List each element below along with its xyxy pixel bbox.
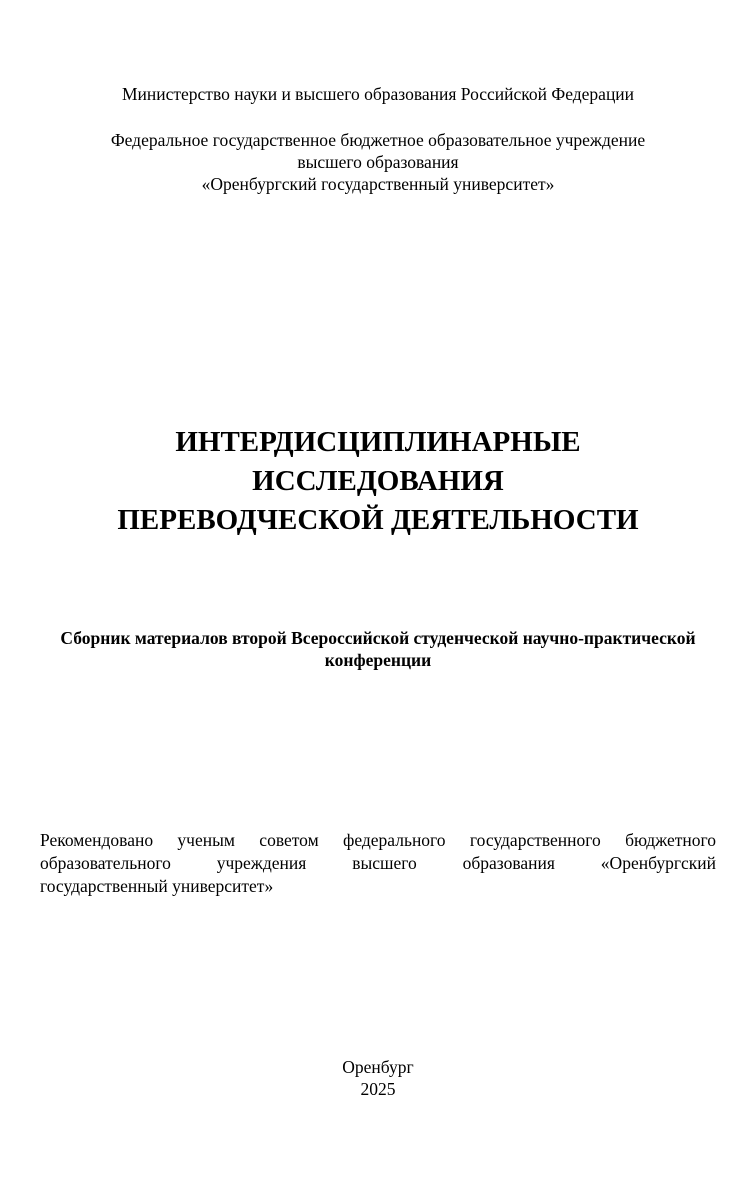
ministry-line xyxy=(40,83,716,105)
institution-line-2: высшего образования xyxy=(297,152,459,172)
recommendation-note xyxy=(40,829,716,898)
institution-line-3: «Оренбургский государственный университет» xyxy=(201,174,555,194)
institution-line-1: Федеральное государственное бюджетное образовательное учреждение xyxy=(110,130,646,150)
imprint-year: 2025 xyxy=(360,1079,396,1099)
title-line-3: ПЕРЕВОДЧЕСКОЙ ДЕЯТЕЛЬНОСТИ xyxy=(117,504,639,536)
imprint-city: Оренбург xyxy=(342,1057,414,1077)
title-line-2: ИССЛЕДОВАНИЯ xyxy=(252,465,504,497)
imprint xyxy=(40,1056,716,1100)
document-title xyxy=(40,423,716,540)
ministry-text: Министерство науки и высшего образования Российской Федерации xyxy=(121,84,635,104)
institution-block xyxy=(40,129,716,195)
recommendation-line-2: образовательного учреждения высшего образования «Оренбургский xyxy=(40,853,716,873)
subtitle-line-1: Сборник материалов второй Всероссийской студенческой научно-практической xyxy=(60,628,696,648)
recommendation-line-3: государственный университет» xyxy=(40,876,274,896)
recommendation-line-1: Рекомендовано ученым советом федерального государственного бюджетного xyxy=(40,830,716,850)
subtitle-line-2: конференции xyxy=(324,650,432,670)
title-line-1: ИНТЕРДИСЦИПЛИНАРНЫЕ xyxy=(175,426,581,458)
document-subtitle xyxy=(40,627,716,671)
